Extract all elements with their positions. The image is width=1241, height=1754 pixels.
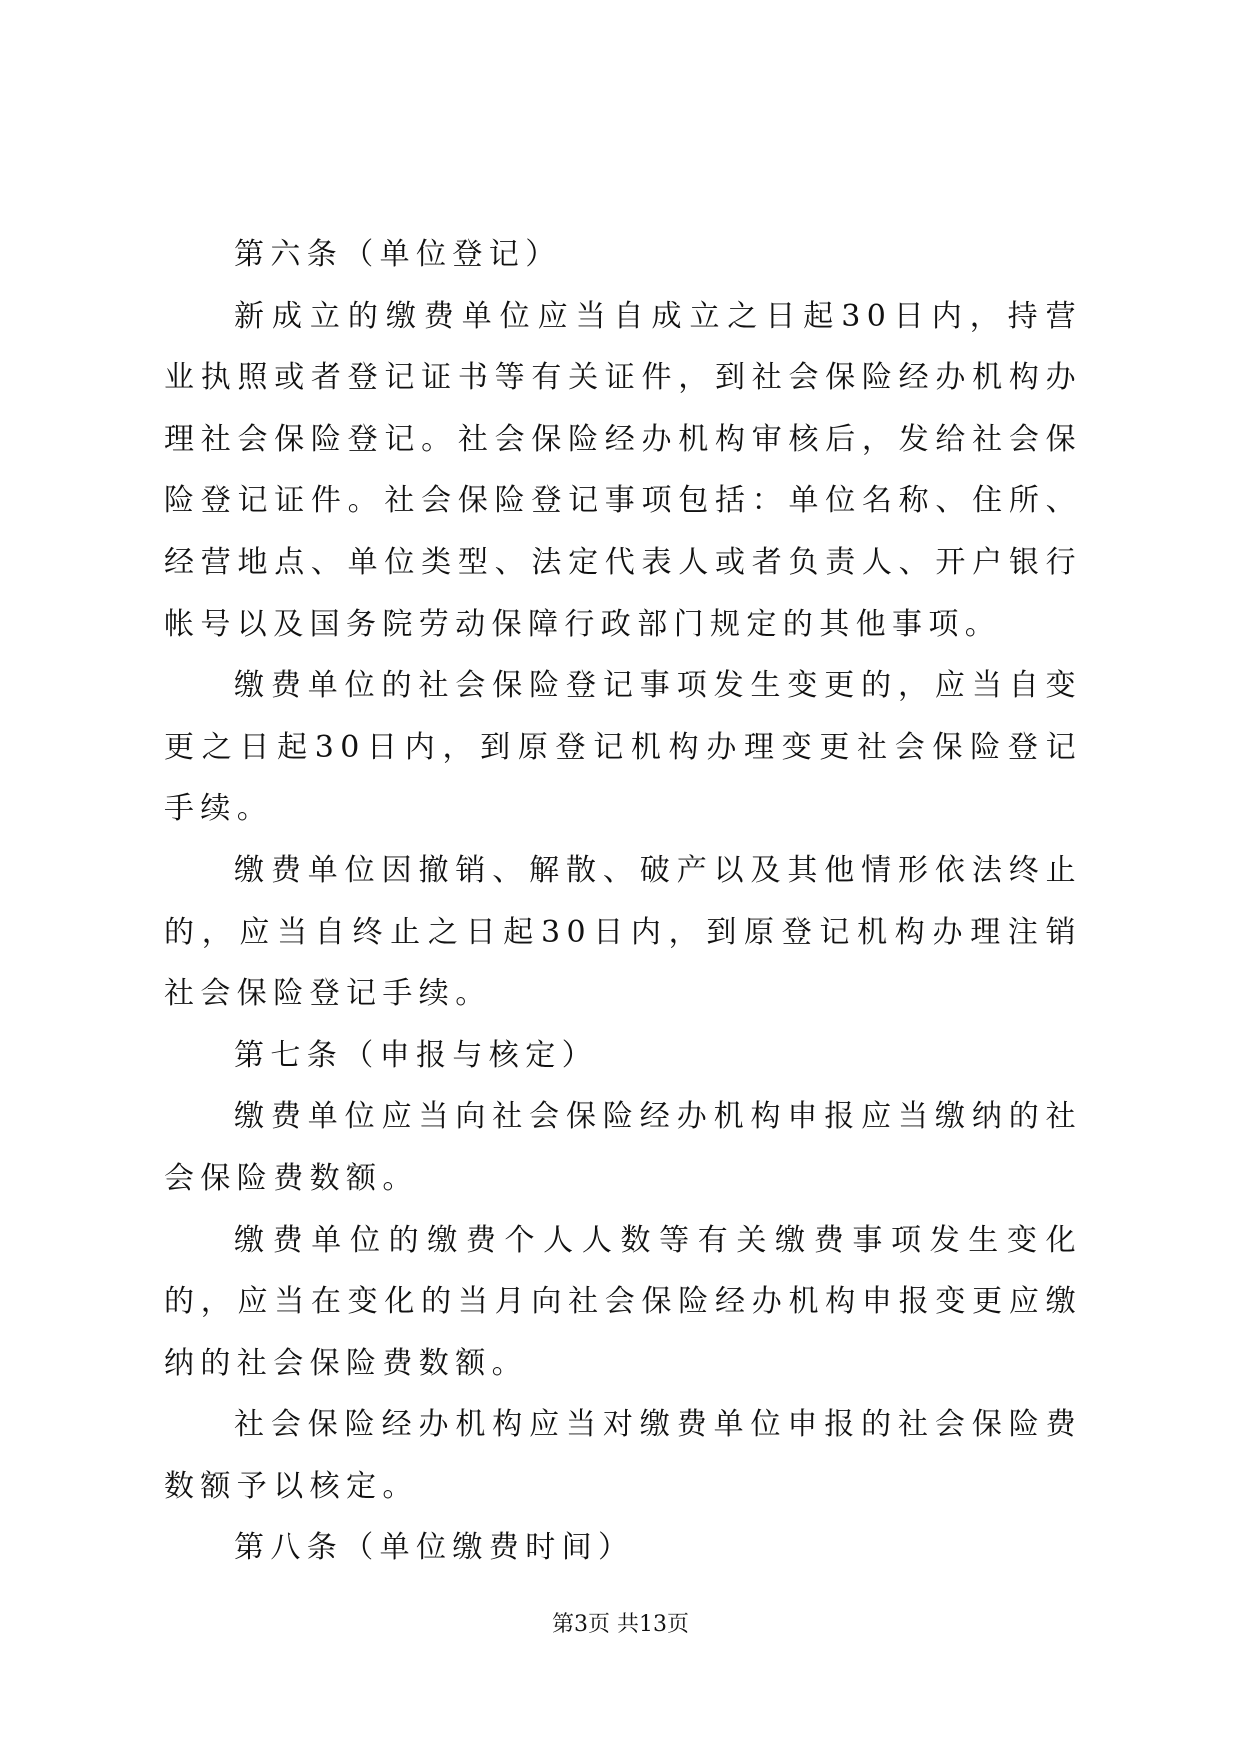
article-7-paragraph-2: 缴费单位的缴费个人人数等有关缴费事项发生变化的，应当在变化的当月向社会保险经办机构申报变更应缴纳的社会保险费数额。 [164, 1222, 1082, 1381]
article-7-paragraph-3: 社会保险经办机构应当对缴费单位申报的社会保险费数额予以核定。 [164, 1407, 1082, 1504]
article-7-paragraph-1: 缴费单位应当向社会保险经办机构申报应当缴纳的社会保险费数额。 [164, 1099, 1082, 1196]
article-6-paragraph-3: 缴费单位因撤销、解散、破产以及其他情形依法终止的，应当自终止之日起30日内，到原登记机构办理注销社会保险登记手续。 [164, 852, 1082, 1012]
page-number-footer: 第3页 共13页 [552, 1612, 689, 1637]
document-body [164, 224, 1082, 1579]
article-6-paragraph-1: 新成立的缴费单位应当自成立之日起30日内，持营业执照或者登记证书等有关证件，到社会保险经办机构办理社会保险登记。社会保险经办机构审核后，发给社会保险登记证件。社会保险登记事项包括：单位名称、住所、经营地点、单位类型、法定代表人或者负责人、开户银行帐号以及国务院劳动保障行政部门规定的其他事项。 [164, 298, 1082, 642]
article-6-heading: 第六条（单位登记） [234, 237, 562, 272]
article-6-paragraph-2: 缴费单位的社会保险登记事项发生变更的，应当自变更之日起30日内，到原登记机构办理变更社会保险登记手续。 [164, 668, 1082, 827]
article-8-heading: 第八条（单位缴费时间） [234, 1530, 635, 1566]
article-7-heading: 第七条（申报与核定） [234, 1037, 598, 1073]
